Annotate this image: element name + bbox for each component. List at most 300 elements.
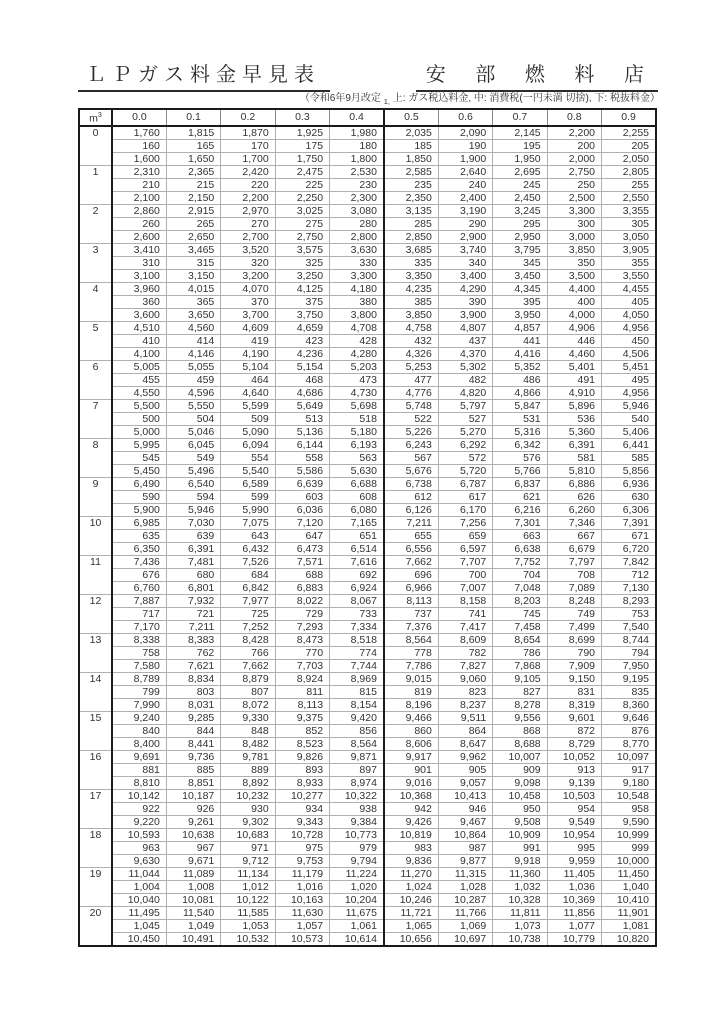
- tax-cell: 240: [438, 178, 492, 191]
- tax-cell: 971: [221, 841, 275, 854]
- price-excl-cell: 9,753: [275, 854, 329, 867]
- price-incl-cell: 1,925: [275, 126, 329, 140]
- price-incl-cell: 4,235: [384, 282, 438, 295]
- price-incl-cell: 10,548: [602, 789, 656, 802]
- price-incl-cell: 6,441: [602, 438, 656, 451]
- price-excl-cell: 4,416: [493, 347, 547, 360]
- col-header: 0.4: [330, 109, 384, 126]
- price-incl-cell: 10,954: [547, 828, 601, 841]
- price-incl-cell: 8,113: [384, 594, 438, 607]
- price-incl-cell: 8,924: [275, 672, 329, 685]
- price-incl-cell: 11,360: [493, 867, 547, 880]
- tax-cell: 509: [221, 412, 275, 425]
- tax-cell: 753: [602, 607, 656, 620]
- tax-cell: 807: [221, 685, 275, 698]
- price-incl-cell: 3,685: [384, 243, 438, 256]
- tax-cell: 621: [493, 490, 547, 503]
- price-excl-cell: 1,800: [330, 152, 384, 165]
- tax-cell: 885: [166, 763, 220, 776]
- price-incl-cell: 11,134: [221, 867, 275, 880]
- price-excl-cell: 4,506: [602, 347, 656, 360]
- price-excl-cell: 7,048: [493, 581, 547, 594]
- tax-cell: 210: [112, 178, 166, 191]
- price-incl-cell: 10,819: [384, 828, 438, 841]
- price-incl-cell: 11,540: [166, 906, 220, 919]
- price-excl-cell: 8,360: [602, 698, 656, 711]
- price-incl-cell: 8,473: [275, 633, 329, 646]
- price-excl-cell: 10,122: [221, 893, 275, 906]
- tax-cell: 235: [384, 178, 438, 191]
- row-unit-value: 2: [79, 204, 112, 243]
- col-header: 0.5: [384, 109, 438, 126]
- tax-cell: 549: [166, 451, 220, 464]
- tax-cell: 432: [384, 334, 438, 347]
- table-subrow: [79, 191, 656, 204]
- row-unit-value: 3: [79, 243, 112, 282]
- price-excl-cell: 8,072: [221, 698, 275, 711]
- tax-cell: 643: [221, 529, 275, 542]
- price-incl-cell: 4,125: [275, 282, 329, 295]
- col-header: 0.2: [221, 109, 275, 126]
- price-incl-cell: 6,391: [547, 438, 601, 451]
- price-incl-cell: 4,070: [221, 282, 275, 295]
- tax-cell: 1,069: [438, 919, 492, 932]
- price-excl-cell: 3,400: [438, 269, 492, 282]
- tax-cell: 455: [112, 373, 166, 386]
- tax-cell: 558: [275, 451, 329, 464]
- tax-cell: 500: [112, 412, 166, 425]
- table-row: [79, 711, 656, 724]
- price-excl-cell: 6,597: [438, 542, 492, 555]
- table-subrow: [79, 581, 656, 594]
- price-incl-cell: 3,905: [602, 243, 656, 256]
- price-excl-cell: 2,200: [221, 191, 275, 204]
- price-incl-cell: 8,293: [602, 594, 656, 607]
- tax-cell: 1,040: [602, 880, 656, 893]
- price-incl-cell: 3,630: [330, 243, 384, 256]
- table-subrow: [79, 568, 656, 581]
- price-excl-cell: 8,647: [438, 737, 492, 750]
- tax-cell: 749: [547, 607, 601, 620]
- row-unit-value: 12: [79, 594, 112, 633]
- price-excl-cell: 6,679: [547, 542, 601, 555]
- price-incl-cell: 11,901: [602, 906, 656, 919]
- price-incl-cell: 1,870: [221, 126, 275, 140]
- tax-cell: 680: [166, 568, 220, 581]
- price-incl-cell: 9,195: [602, 672, 656, 685]
- tax-cell: 365: [166, 295, 220, 308]
- price-incl-cell: 11,811: [493, 906, 547, 919]
- tax-cell: 991: [493, 841, 547, 854]
- tax-cell: 667: [547, 529, 601, 542]
- table-subrow: [79, 841, 656, 854]
- tax-cell: 1,081: [602, 919, 656, 932]
- row-unit-value: 9: [79, 477, 112, 516]
- price-excl-cell: 8,523: [275, 737, 329, 750]
- price-excl-cell: 6,720: [602, 542, 656, 555]
- price-excl-cell: 6,391: [166, 542, 220, 555]
- tax-cell: 270: [221, 217, 275, 230]
- tax-cell: 335: [384, 256, 438, 269]
- tax-cell: 639: [166, 529, 220, 542]
- price-excl-cell: 3,550: [602, 269, 656, 282]
- price-incl-cell: 5,500: [112, 399, 166, 412]
- tax-cell: 659: [438, 529, 492, 542]
- price-excl-cell: 10,779: [547, 932, 601, 946]
- price-incl-cell: 5,055: [166, 360, 220, 373]
- price-excl-cell: 6,170: [438, 503, 492, 516]
- price-incl-cell: 11,630: [275, 906, 329, 919]
- price-incl-cell: 9,330: [221, 711, 275, 724]
- tax-cell: 572: [438, 451, 492, 464]
- tax-cell: 655: [384, 529, 438, 542]
- price-excl-cell: 1,600: [112, 152, 166, 165]
- price-excl-cell: 4,326: [384, 347, 438, 360]
- price-excl-cell: 7,007: [438, 581, 492, 594]
- tax-cell: 864: [438, 724, 492, 737]
- price-incl-cell: 9,691: [112, 750, 166, 763]
- tax-cell: 200: [547, 139, 601, 152]
- tax-cell: 831: [547, 685, 601, 698]
- tax-cell: 310: [112, 256, 166, 269]
- price-excl-cell: 8,319: [547, 698, 601, 711]
- price-incl-cell: 1,980: [330, 126, 384, 140]
- price-incl-cell: 3,850: [547, 243, 601, 256]
- tax-cell: 717: [112, 607, 166, 620]
- price-incl-cell: 11,856: [547, 906, 601, 919]
- tax-cell: 446: [547, 334, 601, 347]
- price-excl-cell: 9,836: [384, 854, 438, 867]
- col-header: 0.3: [275, 109, 329, 126]
- tax-cell: 799: [112, 685, 166, 698]
- price-incl-cell: 6,045: [166, 438, 220, 451]
- price-excl-cell: 5,766: [493, 464, 547, 477]
- tax-cell: 803: [166, 685, 220, 698]
- price-excl-cell: 7,621: [166, 659, 220, 672]
- price-excl-cell: 5,316: [493, 425, 547, 438]
- price-incl-cell: 9,015: [384, 672, 438, 685]
- tax-cell: 963: [112, 841, 166, 854]
- price-excl-cell: 1,950: [493, 152, 547, 165]
- price-table: [78, 108, 657, 947]
- tax-cell: 428: [330, 334, 384, 347]
- price-incl-cell: 8,879: [221, 672, 275, 685]
- price-incl-cell: 5,550: [166, 399, 220, 412]
- price-excl-cell: 9,180: [602, 776, 656, 789]
- price-incl-cell: 5,401: [547, 360, 601, 373]
- price-excl-cell: 4,370: [438, 347, 492, 360]
- price-excl-cell: 3,150: [166, 269, 220, 282]
- price-incl-cell: 4,758: [384, 321, 438, 334]
- price-incl-cell: 11,675: [330, 906, 384, 919]
- table-subrow: [79, 659, 656, 672]
- price-excl-cell: 9,139: [547, 776, 601, 789]
- table-row: [79, 789, 656, 802]
- price-incl-cell: 7,571: [275, 555, 329, 568]
- table-row: [79, 399, 656, 412]
- price-incl-cell: 11,450: [602, 867, 656, 880]
- tax-cell: 603: [275, 490, 329, 503]
- price-excl-cell: 9,220: [112, 815, 166, 828]
- price-excl-cell: 7,580: [112, 659, 166, 672]
- price-excl-cell: 6,473: [275, 542, 329, 555]
- row-unit-value: 19: [79, 867, 112, 906]
- tax-cell: 518: [330, 412, 384, 425]
- tax-cell: 554: [221, 451, 275, 464]
- price-excl-cell: 3,100: [112, 269, 166, 282]
- price-incl-cell: 7,481: [166, 555, 220, 568]
- price-incl-cell: 9,420: [330, 711, 384, 724]
- price-incl-cell: 5,698: [330, 399, 384, 412]
- price-excl-cell: 5,676: [384, 464, 438, 477]
- table-subrow: [79, 542, 656, 555]
- price-excl-cell: 1,650: [166, 152, 220, 165]
- row-unit-value: 18: [79, 828, 112, 867]
- price-incl-cell: 5,104: [221, 360, 275, 373]
- tax-cell: 459: [166, 373, 220, 386]
- price-excl-cell: 8,933: [275, 776, 329, 789]
- price-incl-cell: 6,886: [547, 477, 601, 490]
- price-excl-cell: 4,236: [275, 347, 329, 360]
- tax-cell: 954: [547, 802, 601, 815]
- tax-cell: 630: [602, 490, 656, 503]
- table-subrow: [79, 919, 656, 932]
- price-excl-cell: 4,640: [221, 386, 275, 399]
- table-subrow: [79, 802, 656, 815]
- price-incl-cell: 3,575: [275, 243, 329, 256]
- price-excl-cell: 4,730: [330, 386, 384, 399]
- price-incl-cell: 9,240: [112, 711, 166, 724]
- price-incl-cell: 6,837: [493, 477, 547, 490]
- price-incl-cell: 2,255: [602, 126, 656, 140]
- table-subrow: [79, 464, 656, 477]
- price-excl-cell: 4,100: [112, 347, 166, 360]
- price-excl-cell: 7,417: [438, 620, 492, 633]
- price-excl-cell: 10,532: [221, 932, 275, 946]
- price-incl-cell: 7,346: [547, 516, 601, 529]
- price-incl-cell: 8,022: [275, 594, 329, 607]
- price-incl-cell: 5,451: [602, 360, 656, 373]
- tax-cell: 414: [166, 334, 220, 347]
- price-excl-cell: 10,246: [384, 893, 438, 906]
- price-excl-cell: 10,656: [384, 932, 438, 946]
- table-subrow: [79, 880, 656, 893]
- tax-cell: 676: [112, 568, 166, 581]
- price-incl-cell: 3,300: [547, 204, 601, 217]
- table-subrow: [79, 685, 656, 698]
- price-incl-cell: 5,352: [493, 360, 547, 373]
- price-incl-cell: 7,030: [166, 516, 220, 529]
- price-incl-cell: 6,688: [330, 477, 384, 490]
- tax-cell: 823: [438, 685, 492, 698]
- tax-cell: 835: [602, 685, 656, 698]
- tax-cell: 782: [438, 646, 492, 659]
- price-excl-cell: 9,261: [166, 815, 220, 828]
- price-incl-cell: 9,917: [384, 750, 438, 763]
- price-incl-cell: 7,301: [493, 516, 547, 529]
- price-excl-cell: 5,586: [275, 464, 329, 477]
- tax-cell: 975: [275, 841, 329, 854]
- table-row: [79, 555, 656, 568]
- price-incl-cell: 11,224: [330, 867, 384, 880]
- price-excl-cell: 2,800: [330, 230, 384, 243]
- price-excl-cell: 6,514: [330, 542, 384, 555]
- price-excl-cell: 5,000: [112, 425, 166, 438]
- price-incl-cell: 7,616: [330, 555, 384, 568]
- tax-cell: 486: [493, 373, 547, 386]
- price-incl-cell: 7,075: [221, 516, 275, 529]
- price-excl-cell: 9,426: [384, 815, 438, 828]
- price-excl-cell: 3,850: [384, 308, 438, 321]
- tax-cell: 320: [221, 256, 275, 269]
- price-excl-cell: 1,700: [221, 152, 275, 165]
- price-incl-cell: 10,773: [330, 828, 384, 841]
- tax-cell: 909: [493, 763, 547, 776]
- price-incl-cell: 6,193: [330, 438, 384, 451]
- price-incl-cell: 3,795: [493, 243, 547, 256]
- tax-cell: 255: [602, 178, 656, 191]
- price-excl-cell: 9,057: [438, 776, 492, 789]
- price-incl-cell: 5,946: [602, 399, 656, 412]
- tax-cell: 671: [602, 529, 656, 542]
- price-excl-cell: 3,800: [330, 308, 384, 321]
- price-excl-cell: 1,900: [438, 152, 492, 165]
- tax-cell: 419: [221, 334, 275, 347]
- price-incl-cell: 11,179: [275, 867, 329, 880]
- price-excl-cell: 10,614: [330, 932, 384, 946]
- tax-cell: 1,045: [112, 919, 166, 932]
- tax-cell: 1,036: [547, 880, 601, 893]
- price-excl-cell: 5,856: [602, 464, 656, 477]
- price-incl-cell: 2,695: [493, 165, 547, 178]
- table-subrow: [79, 269, 656, 282]
- price-incl-cell: 9,826: [275, 750, 329, 763]
- row-unit-value: 16: [79, 750, 112, 789]
- tax-cell: 330: [330, 256, 384, 269]
- row-unit-value: 4: [79, 282, 112, 321]
- price-excl-cell: 5,270: [438, 425, 492, 438]
- price-incl-cell: 6,490: [112, 477, 166, 490]
- tax-cell: 942: [384, 802, 438, 815]
- price-incl-cell: 8,067: [330, 594, 384, 607]
- price-excl-cell: 8,688: [493, 737, 547, 750]
- price-incl-cell: 8,428: [221, 633, 275, 646]
- tax-cell: 651: [330, 529, 384, 542]
- tax-cell: 617: [438, 490, 492, 503]
- price-excl-cell: 8,729: [547, 737, 601, 750]
- price-incl-cell: 6,094: [221, 438, 275, 451]
- tax-cell: 930: [221, 802, 275, 815]
- tax-cell: 729: [275, 607, 329, 620]
- tax-cell: 840: [112, 724, 166, 737]
- tax-cell: 175: [275, 139, 329, 152]
- table-body: [79, 126, 656, 946]
- tax-cell: 355: [602, 256, 656, 269]
- tax-cell: 868: [493, 724, 547, 737]
- price-excl-cell: 2,600: [112, 230, 166, 243]
- price-excl-cell: 9,302: [221, 815, 275, 828]
- price-excl-cell: 9,959: [547, 854, 601, 867]
- tax-cell: 305: [602, 217, 656, 230]
- price-incl-cell: 8,609: [438, 633, 492, 646]
- row-unit-value: 17: [79, 789, 112, 828]
- price-excl-cell: 7,211: [166, 620, 220, 633]
- table-subrow: [79, 503, 656, 516]
- price-excl-cell: 4,596: [166, 386, 220, 399]
- table-row: [79, 828, 656, 841]
- tax-cell: 536: [547, 412, 601, 425]
- table-row: [79, 672, 656, 685]
- price-incl-cell: 2,145: [493, 126, 547, 140]
- tax-cell: 741: [438, 607, 492, 620]
- table-row: [79, 516, 656, 529]
- table-row: [79, 906, 656, 919]
- price-incl-cell: 2,970: [221, 204, 275, 217]
- price-incl-cell: 6,639: [275, 477, 329, 490]
- price-incl-cell: 9,105: [493, 672, 547, 685]
- tax-cell: 477: [384, 373, 438, 386]
- price-incl-cell: 5,599: [221, 399, 275, 412]
- tax-cell: 495: [602, 373, 656, 386]
- tax-cell: 1,053: [221, 919, 275, 932]
- price-incl-cell: 10,187: [166, 789, 220, 802]
- price-excl-cell: 2,250: [275, 191, 329, 204]
- price-excl-cell: 7,786: [384, 659, 438, 672]
- price-incl-cell: 9,962: [438, 750, 492, 763]
- price-excl-cell: 8,770: [602, 737, 656, 750]
- price-incl-cell: 5,896: [547, 399, 601, 412]
- price-incl-cell: 2,475: [275, 165, 329, 178]
- price-excl-cell: 4,280: [330, 347, 384, 360]
- price-excl-cell: 5,180: [330, 425, 384, 438]
- table-row: [79, 867, 656, 880]
- price-excl-cell: 5,226: [384, 425, 438, 438]
- price-excl-cell: 6,080: [330, 503, 384, 516]
- price-excl-cell: 10,491: [166, 932, 220, 946]
- price-excl-cell: 8,441: [166, 737, 220, 750]
- price-excl-cell: 2,850: [384, 230, 438, 243]
- price-incl-cell: 3,740: [438, 243, 492, 256]
- tax-cell: 881: [112, 763, 166, 776]
- price-incl-cell: 8,699: [547, 633, 601, 646]
- price-incl-cell: 2,860: [112, 204, 166, 217]
- tax-cell: 967: [166, 841, 220, 854]
- price-excl-cell: 7,662: [221, 659, 275, 672]
- price-excl-cell: 6,638: [493, 542, 547, 555]
- price-incl-cell: 2,530: [330, 165, 384, 178]
- price-incl-cell: 3,960: [112, 282, 166, 295]
- price-incl-cell: 10,277: [275, 789, 329, 802]
- tax-cell: 897: [330, 763, 384, 776]
- price-incl-cell: 11,585: [221, 906, 275, 919]
- price-excl-cell: 10,450: [112, 932, 166, 946]
- tax-cell: 938: [330, 802, 384, 815]
- price-excl-cell: 9,098: [493, 776, 547, 789]
- row-unit-value: 7: [79, 399, 112, 438]
- price-excl-cell: 7,990: [112, 698, 166, 711]
- table-subrow: [79, 295, 656, 308]
- price-incl-cell: 5,847: [493, 399, 547, 412]
- price-excl-cell: 3,300: [330, 269, 384, 282]
- price-incl-cell: 4,400: [547, 282, 601, 295]
- tax-cell: 1,024: [384, 880, 438, 893]
- table-subrow: [79, 451, 656, 464]
- tax-cell: 1,012: [221, 880, 275, 893]
- price-incl-cell: 9,601: [547, 711, 601, 724]
- price-excl-cell: 2,450: [493, 191, 547, 204]
- table-row: [79, 750, 656, 763]
- price-incl-cell: 8,383: [166, 633, 220, 646]
